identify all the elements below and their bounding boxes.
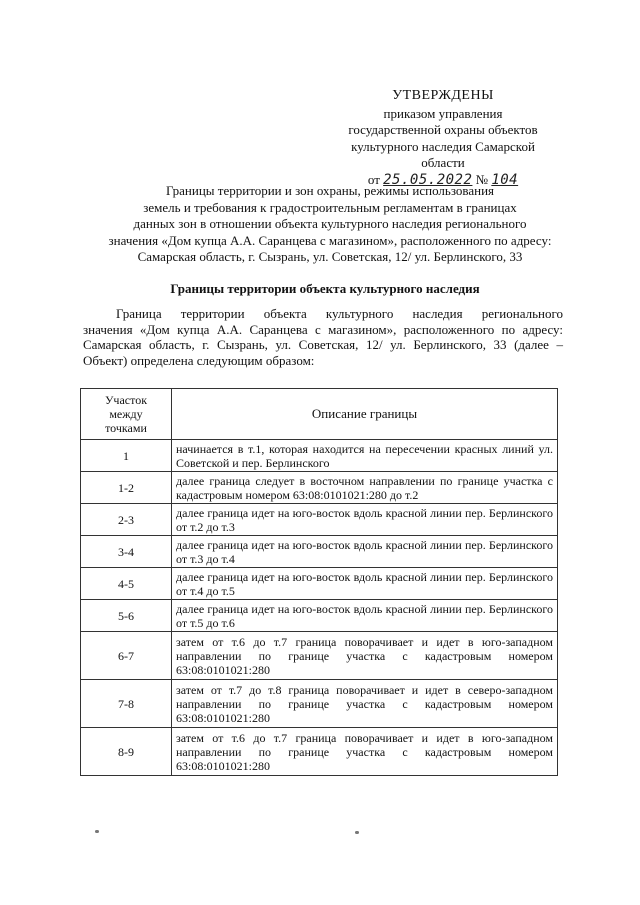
intro-line: Самарская область, г. Сызрань, ул. Советская, 12/ ул. Берлинского, 33 (далее – (83, 337, 563, 352)
segment-cell: 8-9 (81, 728, 172, 776)
approval-line-3: культурного наследия Самарской области (351, 138, 535, 170)
scan-speck (95, 830, 99, 833)
table-row (81, 472, 558, 504)
description-cell: далее граница идет на юго-восток вдоль красной линии пер. Берлинского от т.4 до т.5 (172, 568, 558, 600)
date-prefix: от (367, 171, 380, 187)
document-title-line: Границы территории и зон охраны, режимы использования (165, 183, 495, 198)
header-segment-line: Участок (104, 393, 148, 407)
scan-speck (355, 831, 359, 834)
table-row (81, 504, 558, 536)
document-title-line: земель и требования к градостроительным регламентам в границах (143, 199, 517, 215)
table-row (81, 568, 558, 600)
description-cell: далее граница идет на юго-восток вдоль красной линии пер. Берлинского от т.2 до т.3 (172, 504, 558, 536)
segment-cell: 7-8 (81, 680, 172, 728)
segment-cell: 1-2 (81, 472, 172, 504)
segment-cell: 5-6 (81, 600, 172, 632)
description-cell: затем от т.6 до т.7 граница поворачивает и идет в юго-западном направлении по границе участка с кадастровым номером 63:08:0101021:280 (172, 728, 558, 776)
document-title-line: Самарская область, г. Сызрань, ул. Советская, 12/ ул. Берлинского, 33 (137, 249, 523, 264)
intro-line: Граница территории объекта культурного наследия регионального (116, 306, 563, 321)
segment-cell: 4-5 (81, 568, 172, 600)
section-heading: Границы территории объекта культурного наследия (170, 281, 480, 296)
handwritten-number: 104 (491, 171, 519, 188)
intro-line: Объект) определена следующим образом: (83, 352, 315, 368)
document-title-line: значения «Дом купца А.А. Саранцева с магазином», расположенного по адресу: (108, 232, 552, 248)
description-cell: затем от т.6 до т.7 граница поворачивает и идет в юго-западном направлении по границе участка с кадастровым номером 63:08:0101021:280 (172, 632, 558, 680)
intro-line: значения «Дом купца А.А. Саранцева с магазином», расположенного по адресу: (83, 321, 563, 337)
segment-cell: 1 (81, 440, 172, 472)
header-segment (81, 389, 172, 440)
table-row (81, 632, 558, 680)
segment-cell: 6-7 (81, 632, 172, 680)
table-row (81, 600, 558, 632)
description-cell: далее граница следует в восточном направлении по границе участка с кадастровым номером 63:08:0101021:280 до т.2 (172, 472, 558, 504)
approval-line-2: государственной охраны объектов (348, 122, 538, 137)
table-row (81, 680, 558, 728)
header-description: Описание границы (172, 389, 558, 440)
description-cell: далее граница идет на юго-восток вдоль красной линии пер. Берлинского от т.3 до т.4 (172, 536, 558, 568)
number-prefix: № (475, 171, 489, 187)
table-row (81, 728, 558, 776)
description-cell: затем от т.7 до т.8 граница поворачивает и идет в северо-западном направлении по границе участка с кадастровым номером 63:08:0101021:280 (172, 680, 558, 728)
segment-cell: 2-3 (81, 504, 172, 536)
header-segment-line: точками (105, 421, 147, 435)
segment-cell: 3-4 (81, 536, 172, 568)
boundary-table (80, 388, 558, 776)
table-row (81, 440, 558, 472)
approval-stamp (330, 88, 556, 188)
description-cell: начинается в т.1, которая находится на пересечении красных линий ул. Советской и пер. Берлинского (172, 440, 558, 472)
header-segment-line: между (109, 407, 143, 421)
approval-title: УТВЕРЖДЕНЫ (392, 88, 494, 103)
approval-line-1: приказом управления (383, 105, 503, 121)
intro-paragraph (83, 306, 563, 368)
table-header-row (81, 389, 558, 440)
description-cell: далее граница идет на юго-восток вдоль красной линии пер. Берлинского от т.5 до т.6 (172, 600, 558, 632)
table-row (81, 536, 558, 568)
document-title-line: данных зон в отношении объекта культурного наследия регионального (133, 216, 527, 231)
document-title (70, 183, 590, 266)
handwritten-date: 25.05.2022 (383, 171, 473, 188)
